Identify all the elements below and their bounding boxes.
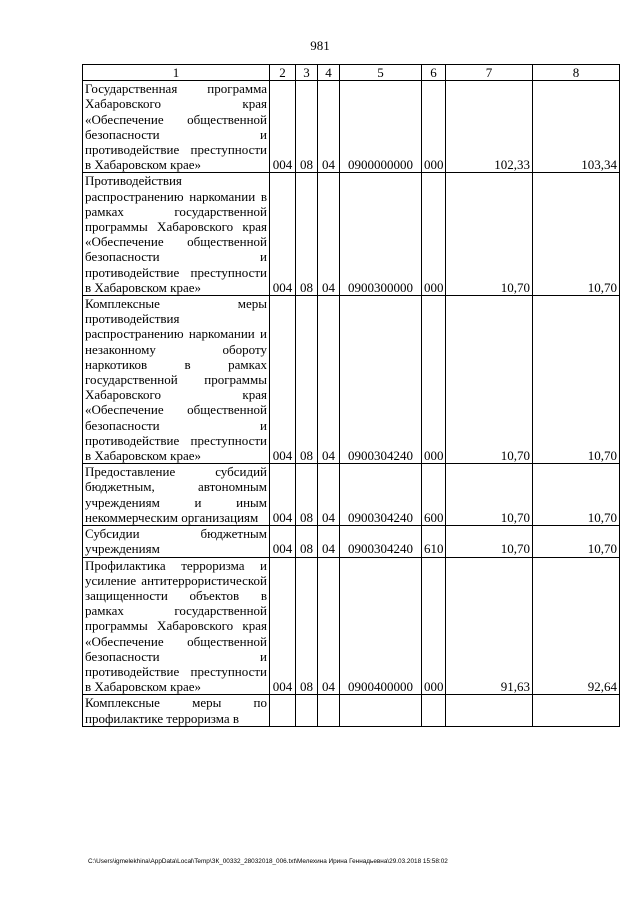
subsection-code: 04 (318, 557, 340, 695)
subsection-code: 04 (318, 81, 340, 173)
row-name-line: Предоставление субсидий (85, 464, 267, 480)
section-code: 08 (296, 296, 318, 464)
expense-type-code: 000 (422, 296, 446, 464)
amount-col-7: 10,70 (446, 464, 533, 526)
row-name-line: края «Обеспечение (85, 618, 267, 649)
row-name-line: Комплексные меры (85, 296, 267, 312)
row-name-line: преступности в Хабаровском (85, 142, 267, 173)
row-name-line: наркотиков в рамках (85, 356, 267, 372)
header-col-4: 4 (318, 65, 340, 81)
row-name-line: Хабаровского края (85, 387, 267, 403)
row-name (83, 173, 270, 296)
target-article-code (340, 695, 422, 726)
header-col-8: 8 (533, 65, 620, 81)
section-code: 08 (296, 557, 318, 695)
ministry-code: 004 (270, 81, 296, 173)
target-article-code: 0900300000 (340, 173, 422, 296)
row-name-line: программы Хабаровского (85, 618, 234, 634)
row-name-line: Комплексные меры по (85, 695, 267, 711)
section-code: 08 (296, 526, 318, 557)
amount-col-7: 102,33 (446, 81, 533, 173)
row-name-line: общественной безопасности и (85, 633, 267, 664)
row-name (83, 81, 270, 173)
header-col-1: 1 (83, 65, 270, 81)
table-row (83, 81, 620, 173)
table-row (83, 464, 620, 526)
row-name (83, 464, 270, 526)
subsection-code: 04 (318, 526, 340, 557)
row-name-line: распространению наркомании (85, 188, 256, 204)
target-article-code: 0900400000 (340, 557, 422, 695)
subsection-code: 04 (318, 296, 340, 464)
expense-type-code: 600 (422, 464, 446, 526)
row-name-line: Государственная программа (85, 81, 267, 97)
table-row (83, 173, 620, 296)
amount-col-8: 10,70 (533, 173, 620, 296)
row-name-line: усиление (85, 572, 137, 588)
header-col-7: 7 (446, 65, 533, 81)
row-name-line: противодействие (85, 663, 180, 679)
ministry-code: 004 (270, 526, 296, 557)
row-name (83, 695, 270, 726)
row-name-line: Субсидии бюджетным (85, 526, 267, 542)
row-name-line: учреждениям и иным (85, 494, 267, 510)
row-name-line: профилактике терроризма в (85, 710, 240, 726)
row-name-line: крае» (170, 448, 202, 464)
section-code: 08 (296, 81, 318, 173)
header-col-3: 3 (296, 65, 318, 81)
table-row (83, 557, 620, 695)
row-name-line: бюджетным, автономным (85, 479, 267, 495)
row-name-line: программы Хабаровского (85, 219, 234, 235)
target-article-code: 0900304240 (340, 464, 422, 526)
header-col-2: 2 (270, 65, 296, 81)
row-name-line: и незаконному обороту (85, 326, 267, 357)
page-number: 981 (310, 38, 330, 53)
row-name-line: учреждениям (85, 541, 160, 557)
ministry-code: 004 (270, 173, 296, 296)
expense-type-code: 610 (422, 526, 446, 557)
amount-col-7: 10,70 (446, 526, 533, 557)
ministry-code (270, 695, 296, 726)
row-name-line: «Обеспечение общественной (85, 402, 267, 418)
row-name-line: преступности в Хабаровском (85, 264, 267, 295)
target-article-code: 0900304240 (340, 296, 422, 464)
amount-col-8: 103,34 (533, 81, 620, 173)
row-name-line: крае» (170, 279, 202, 295)
amount-col-7: 91,63 (446, 557, 533, 695)
budget-table (82, 64, 620, 727)
amount-col-8: 10,70 (533, 296, 620, 464)
header-row (83, 65, 620, 81)
row-name-line: края «Обеспечение (85, 219, 267, 250)
row-name-line: крае» (170, 679, 202, 695)
subsection-code (318, 695, 340, 726)
header-col-5: 5 (340, 65, 422, 81)
ministry-code: 004 (270, 464, 296, 526)
amount-col-7: 10,70 (446, 296, 533, 464)
table-row (83, 296, 620, 464)
row-name-line: в рамках государственной (85, 188, 268, 219)
row-name-line: Профилактика терроризма и (85, 557, 267, 573)
row-name-line: преступности в Хабаровском (85, 432, 267, 464)
row-name-line: Хабаровского края (85, 96, 267, 112)
amount-col-7 (446, 695, 533, 726)
row-name-line: противодействие (85, 142, 180, 158)
section-code: 08 (296, 464, 318, 526)
row-name (83, 557, 270, 695)
ministry-code: 004 (270, 296, 296, 464)
expense-type-code: 000 (422, 173, 446, 296)
subsection-code: 04 (318, 464, 340, 526)
row-name (83, 296, 270, 464)
row-name-line: распространению наркомании (85, 326, 255, 342)
row-name-line: крае» (170, 157, 202, 173)
row-name-line: «Обеспечение общественной (85, 111, 267, 127)
section-code (296, 695, 318, 726)
row-name-line: организациям (181, 509, 259, 525)
amount-col-8: 92,64 (533, 557, 620, 695)
expense-type-code: 000 (422, 557, 446, 695)
row-name-line: государственной программы (85, 372, 267, 388)
amount-col-8: 10,70 (533, 464, 620, 526)
row-name-line: антитеррористической (141, 572, 267, 588)
table-row (83, 695, 620, 726)
row-name-line: преступности в Хабаровском (85, 663, 267, 695)
target-article-code: 0900304240 (340, 526, 422, 557)
amount-col-8: 10,70 (533, 526, 620, 557)
row-name-line: некоммерческим (85, 509, 178, 525)
target-article-code: 0900000000 (340, 81, 422, 173)
row-name-line: противодействие (85, 264, 180, 280)
row-name-line: Противодействия (85, 173, 182, 189)
row-name-line: защищенности объектов в (85, 587, 267, 603)
row-name-line: общественной безопасности и (85, 234, 267, 265)
row-name-line: противодействие (85, 432, 180, 448)
row-name-line: противодействия (85, 311, 180, 327)
row-name-line: безопасности и (85, 417, 267, 433)
expense-type-code: 000 (422, 81, 446, 173)
section-code: 08 (296, 173, 318, 296)
ministry-code: 004 (270, 557, 296, 695)
header-col-6: 6 (422, 65, 446, 81)
table-row (83, 526, 620, 557)
row-name-line: безопасности и (85, 126, 267, 142)
subsection-code: 04 (318, 173, 340, 296)
row-name-line: рамках государственной (85, 603, 267, 619)
row-name (83, 526, 270, 557)
file-path-footer: C:\Users\igmelekhina\AppData\Local\Temp\ЗК_00332_28032018_006.txt\Мелехина Ирина Геннадьевна\29.03.2018 15:58:02 (88, 858, 448, 865)
expense-type-code (422, 695, 446, 726)
amount-col-8 (533, 695, 620, 726)
amount-col-7: 10,70 (446, 173, 533, 296)
